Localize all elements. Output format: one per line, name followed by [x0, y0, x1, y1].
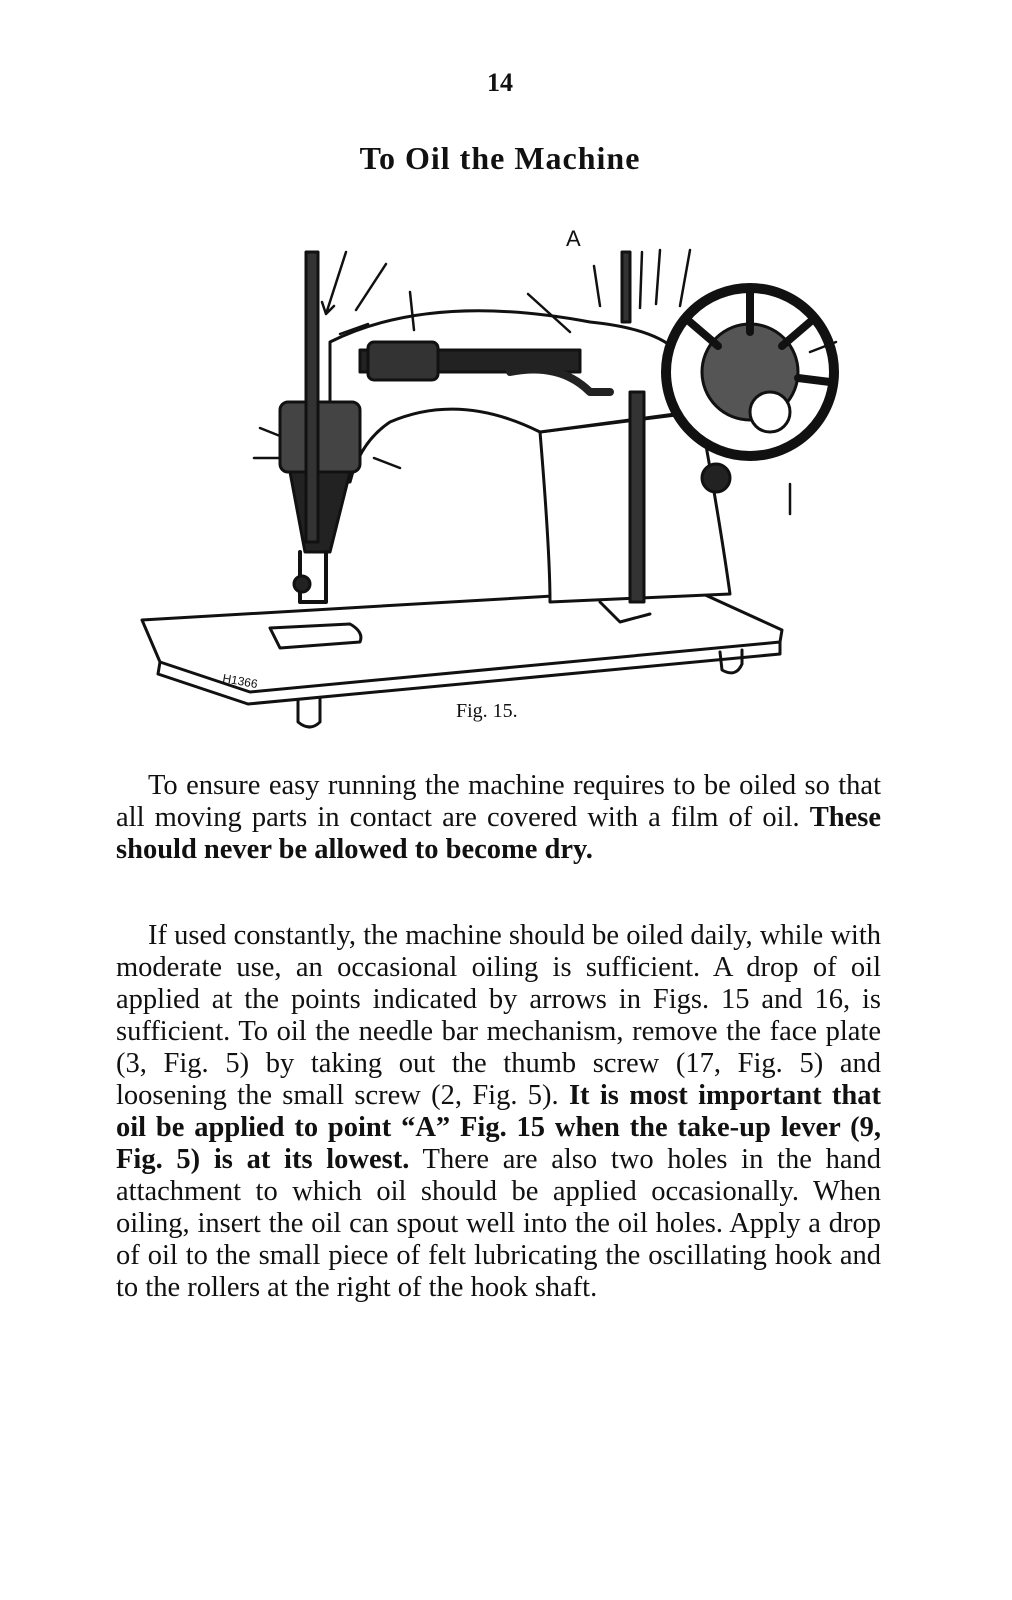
paragraph-1 [116, 770, 881, 866]
paragraph-1-text: To ensure easy running the machine requires to be oiled so that all moving parts in contact are covered with a film of oil. [116, 770, 881, 833]
point-a-label: A [566, 226, 581, 251]
serial-stamp: H1366 [221, 671, 259, 692]
figure-caption: Fig. 15. [456, 700, 518, 722]
paragraph-2-text: If used constantly, the machine should be oiled daily, while with moderate use, an occasional oiling is sufficient. A drop of oil applied at the points indicated by arrows in Figs. 15 and 16, is sufficient. To oil the needle bar mechanism, remove the face plate (3, Fig. 5) by taking out the thumb screw (17, Fig. 5) and loosening the small screw (2, Fig. 5). [116, 920, 881, 1111]
page-number: 14 [487, 68, 513, 97]
sewing-machine-illustration [130, 222, 850, 742]
page-title: To Oil the Machine [359, 140, 641, 176]
paragraph-2 [116, 920, 881, 1304]
paragraph-2-text-end: There are also two holes in the hand attachment to which oil should be applied occasionally. When oiling, insert the oil can spout well into the oil holes. Apply a drop of oil to the small piece of felt lubricating the oscillating hook and to the rollers at the right of the hook shaft. [116, 1144, 881, 1303]
paragraph-1-emphasis: These should never be allowed to become dry. [116, 802, 881, 865]
paragraph-2-emphasis: It is most important that oil be applied to point “A” Fig. 15 when the take-up lever (9, Fig. 5) is at its lowest. [116, 1080, 881, 1175]
